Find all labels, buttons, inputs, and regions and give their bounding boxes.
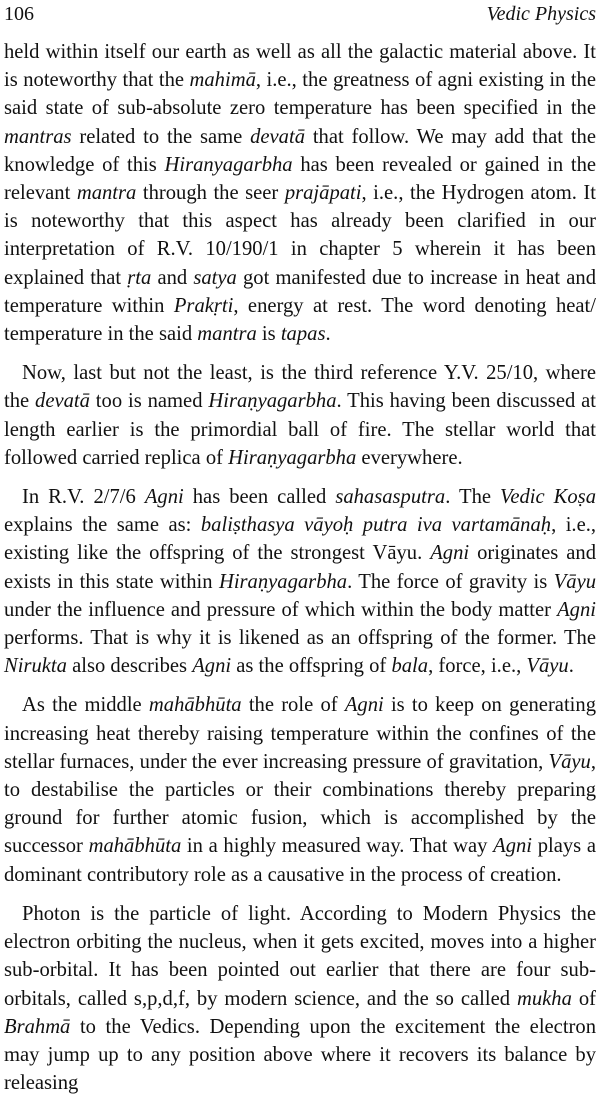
text-run: got manifested due to increase in heat and temperature within <box>4 266 596 317</box>
text-run: related to the same <box>71 125 251 148</box>
italic-term: Prakṛti <box>173 294 234 317</box>
italic-term: Vāyu <box>553 570 597 593</box>
text-run: Photon is the particle of light. According to Modern Physics the electron orbiting the nucleus, when it gets excited, moves into a higher sub-orbital. It has been pointed out earlier that there are four sub-orbitals, called s,p,d,f, by modern science, and the so called <box>4 902 596 1010</box>
text-run: In R.V. 2/7/6 <box>22 486 145 509</box>
italic-term: ṛta <box>127 266 152 289</box>
italic-term: satya <box>193 266 237 289</box>
paragraph <box>4 691 596 888</box>
italic-term: Agni <box>344 694 384 717</box>
italic-term: Brahmā <box>4 1015 71 1038</box>
text-run: to the Vedics. Depending upon the excitement the electron may jump up to any position above where it recovers its balance by releasing <box>4 1015 596 1095</box>
text-run: everywhere. <box>356 446 463 469</box>
text-run: and <box>151 266 194 289</box>
italic-term: mantra <box>76 182 137 205</box>
text-run: originates and exists in this state within <box>4 542 596 593</box>
text-run: As the middle <box>22 694 149 717</box>
italic-term: devatā <box>35 390 90 413</box>
text-run: under the influence and pressure of which within the body matter <box>4 598 558 621</box>
italic-term: mahimā <box>189 69 256 92</box>
text-run: . <box>568 655 574 678</box>
text-run: , to destabilise the particles or their combinations thereby preparing ground for further atomic fusion, which is accomplished by the successor <box>4 750 596 858</box>
paragraph <box>4 359 596 472</box>
running-title: Vedic Physics <box>486 3 596 25</box>
text-run: as the offspring of <box>231 655 392 678</box>
italic-term: Agni <box>144 486 184 509</box>
italic-term: mantras <box>4 125 72 148</box>
text-run: through the seer <box>136 182 285 205</box>
text-run: the role of <box>241 694 345 717</box>
body-text <box>4 38 596 1097</box>
text-run: . This having been discussed at length earlier is the primordial ball of fire. The stellar world that followed carried replica of <box>4 390 596 469</box>
italic-term: Nirukta <box>4 655 67 678</box>
italic-term: baliṣthasya vāyoḥ putra iva vartamānaḥ <box>200 514 552 537</box>
text-run: in a highly measured way. That way <box>181 835 494 858</box>
page-number: 106 <box>4 3 34 25</box>
text-run: Now, last but not the least, is the third reference Y.V. 25/10, where the <box>4 362 596 413</box>
italic-term: Agni <box>557 598 596 621</box>
italic-term: Vāyu <box>526 655 569 678</box>
italic-term: prajāpati <box>284 182 362 205</box>
italic-term: bala <box>391 655 429 678</box>
text-run: , energy at rest. The word denoting heat/ temperature in the said <box>4 294 596 346</box>
italic-term: sahasasputra <box>335 486 446 509</box>
text-run: also describes <box>66 655 193 678</box>
text-run: . <box>325 323 331 346</box>
italic-term: mantra <box>197 323 257 346</box>
text-run: held within itself our earth as well as all the galactic material above. It is noteworthy that the <box>4 41 596 92</box>
text-run: performs. That is why it is likened as an offspring of the former. The <box>4 627 596 650</box>
text-run: too is named <box>89 390 209 413</box>
text-run: explains the same as: <box>4 514 201 537</box>
text-run: , i.e., the greatness of agni existing in the said state of sub-absolute zero temperature has been specified in the <box>4 69 596 120</box>
text-run: . The force of gravity is <box>347 570 554 593</box>
italic-term: tapas <box>280 323 326 346</box>
text-run: plays a dominant contributory role as a causative in the process of creation. <box>4 835 596 886</box>
text-run: , i.e., the Hydrogen atom. It is noteworthy that this aspect has already been clarified in our interpretation of R.V. 10/190/1 in chapter 5 wherein it has been explained that <box>4 182 596 289</box>
text-run: . The <box>445 486 501 509</box>
text-run: is to keep on generating increasing heat thereby raising temperature within the confines of the stellar furnaces, under the ever increasing pressure of gravitation, <box>4 694 596 773</box>
text-run: of <box>571 987 596 1010</box>
italic-term: devatā <box>250 125 306 148</box>
italic-term: Vāyu <box>548 750 591 773</box>
text-run: has been called <box>183 486 336 509</box>
italic-term: Hiranyagarbha <box>164 153 293 176</box>
italic-term: mahābhūta <box>88 835 182 858</box>
italic-term: Agni <box>192 655 232 678</box>
text-run: , i.e., existing like the offspring of the strongest Vāyu. <box>4 514 597 565</box>
italic-term: mukha <box>517 987 572 1010</box>
italic-term: Agni <box>430 542 470 565</box>
paragraph <box>4 38 596 348</box>
italic-term: Hiraṇyagarbha <box>208 390 337 413</box>
italic-term: Agni <box>493 835 533 858</box>
text-run: has been revealed or gained in the relevant <box>4 153 597 205</box>
text-run: that follow. We may add that the knowledge of this <box>4 125 596 176</box>
paragraph <box>4 900 596 1097</box>
italic-term: Vedic Koṣa <box>500 486 596 509</box>
text-run: , force, i.e., <box>428 655 527 678</box>
paragraph <box>4 483 596 680</box>
italic-term: mahābhūta <box>148 694 242 717</box>
page-header <box>4 2 596 32</box>
italic-term: Hiraṇyagarbha <box>218 570 348 593</box>
text-run: is <box>256 323 281 346</box>
italic-term: Hiraṇyagarbha <box>228 446 357 469</box>
